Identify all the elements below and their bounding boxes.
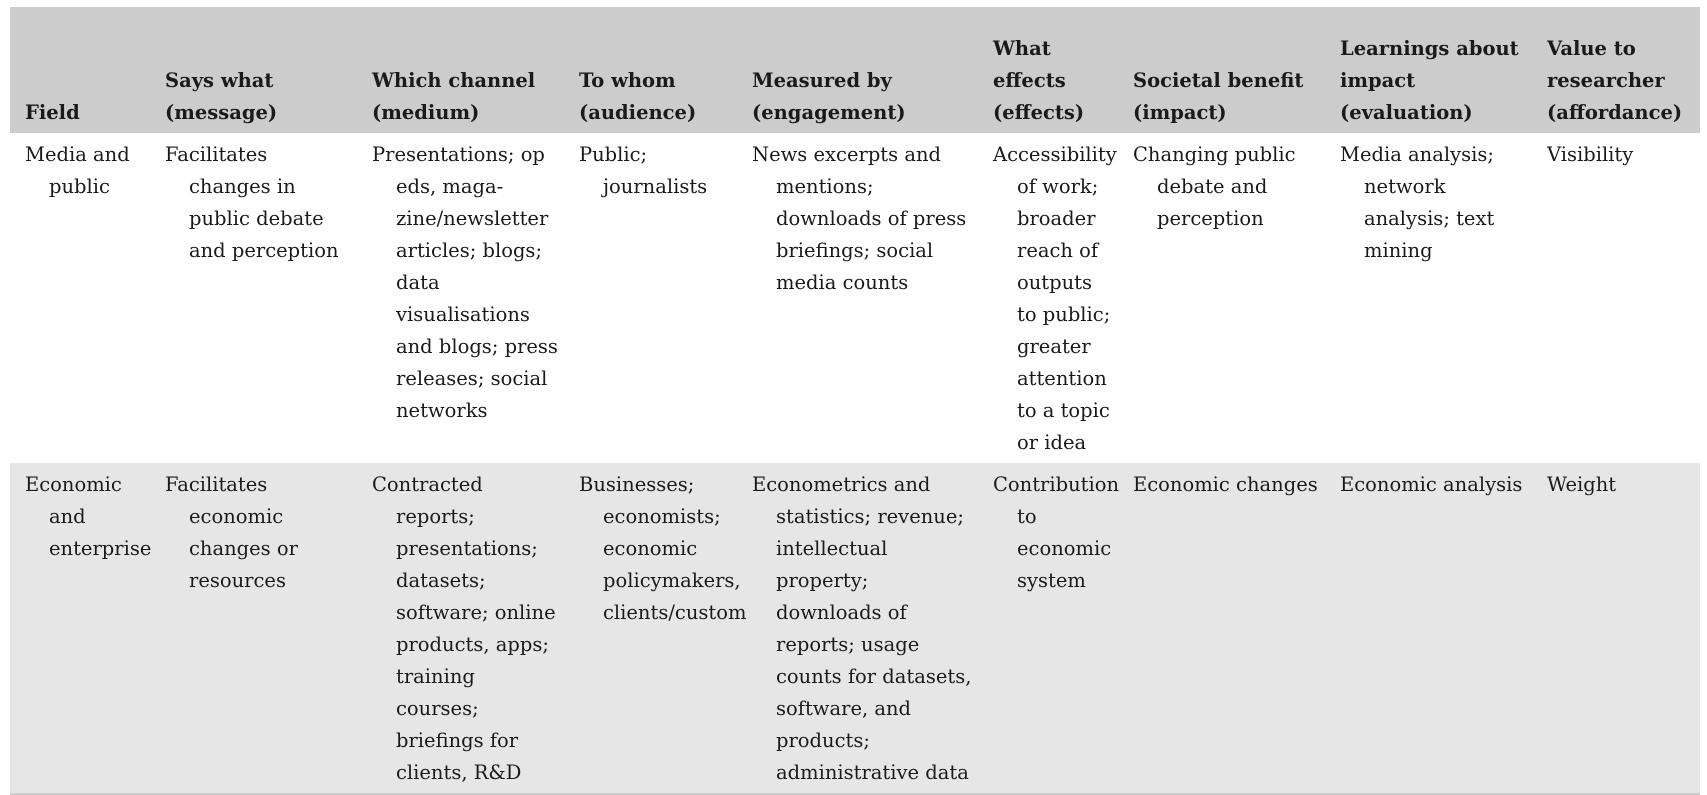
- cell-text: Public; journalists: [579, 143, 708, 198]
- header-which-channel: Which channel (medium): [372, 69, 536, 124]
- cell-field: [10, 133, 150, 463]
- header-value-to-researcher: Value to researcher (affordance): [1547, 37, 1683, 124]
- cell-value-to-researcher: [1532, 133, 1700, 463]
- table-header: [10, 7, 1700, 133]
- cell-field: [10, 463, 150, 793]
- cell-text: Media and public: [25, 143, 130, 198]
- cell-text: Economic changes: [1133, 473, 1318, 496]
- cell-text: Media analysis; network analysis; text mining: [1340, 143, 1495, 262]
- cell-which-channel: [357, 133, 564, 463]
- cell-text: Economic analysis: [1340, 473, 1523, 496]
- cell-to-whom: [564, 463, 747, 793]
- table-row: [10, 463, 1700, 793]
- cell-to-whom: [564, 133, 737, 463]
- header-to-whom: To whom (audience): [579, 69, 697, 124]
- cell-text: Economic and enterprise: [25, 473, 152, 560]
- impact-table-container: [10, 7, 1700, 795]
- cell-text: Accessibility of work; broader reach of outputs to public; greater attention to a topic or idea: [993, 143, 1117, 454]
- cell-text: Weight: [1547, 473, 1617, 496]
- cell-text: Visibility: [1547, 143, 1634, 166]
- cell-societal-benefit: [1118, 133, 1325, 463]
- table-body: [10, 133, 1700, 793]
- cell-text: Contracted reports; presentations; datasets; software; online products, apps; training courses; briefings for clients, R&D: [372, 473, 556, 784]
- cell-text: Econometrics and statistics; revenue; intellectual property; downloads of reports; usage counts for datasets, software, and products; administrative data: [752, 473, 972, 784]
- cell-text: Presentations; op eds, magazine/newsletter articles; blogs; data visualisations and blogs; press releases; social networks: [372, 143, 558, 422]
- cell-learnings: [1325, 463, 1532, 793]
- cell-text: News excerpts and mentions; downloads of press briefings; social media counts: [752, 143, 967, 294]
- header-field: Field: [25, 101, 80, 124]
- header-measured-by: Measured by (engagement): [752, 69, 906, 124]
- header-what-effects: What effects (effects): [993, 37, 1085, 124]
- cell-text: Changing public debate and perception: [1133, 143, 1296, 230]
- impact-framework-table: [10, 7, 1700, 793]
- cell-says-what: [150, 133, 357, 463]
- cell-societal-benefit: [1118, 463, 1325, 793]
- header-says-what: Says what (message): [165, 69, 278, 124]
- cell-learnings: [1325, 133, 1532, 463]
- header-learnings: Learnings about impact (evaluation): [1340, 37, 1519, 124]
- cell-measured-by: [737, 133, 978, 463]
- cell-what-effects: [978, 133, 1118, 463]
- header-row: [10, 7, 1700, 133]
- table-row: [10, 133, 1700, 463]
- cell-text: Facilitates economic changes or resources: [165, 473, 298, 592]
- cell-text: Businesses; economists; economic policymakers, clients/custom: [579, 473, 747, 624]
- header-societal-benefit: Societal benefit (impact): [1133, 69, 1304, 124]
- cell-which-channel: [357, 463, 564, 793]
- cell-measured-by: [737, 463, 978, 793]
- cell-text: Contribution to economic system: [993, 473, 1120, 592]
- cell-says-what: [150, 463, 357, 793]
- cell-value-to-researcher: [1532, 463, 1700, 793]
- cell-text: Facilitates changes in public debate and perception: [165, 143, 339, 262]
- cell-what-effects: [978, 463, 1118, 793]
